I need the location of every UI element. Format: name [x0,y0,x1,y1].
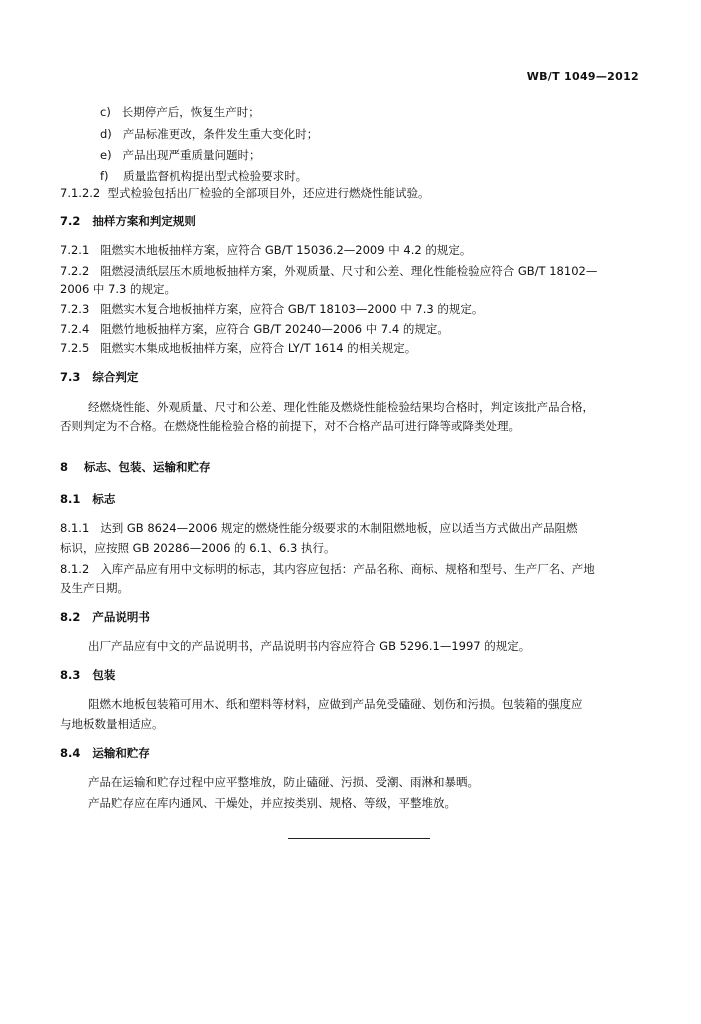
clause-text: 达到 GB 8624—2006 规定的燃烧性能分级要求的木制阻燃地板，应以适当方式做出产品阻燃 [100,521,578,535]
clause-number: 7.2.2 [60,264,90,278]
clause-number: 7.2.3 [60,302,90,316]
clause-number: 7.2.4 [60,322,90,336]
clause-8-1-2 [60,561,595,577]
section-number: 8.2 [60,610,81,624]
clause-number: 7.2.1 [60,243,90,257]
clause-number: 8.1.2 [60,562,90,576]
paragraph-8-3-line1: 阻燃木地板包装箱可用木、纸和塑料等材料，应做到产品免受磕碰、划伤和污损。包装箱的强度应 [88,697,583,711]
section-title: 抽样方案和判定规则 [92,214,196,228]
section-heading-8-3 [60,667,115,683]
chapter-number: 8 [60,460,69,474]
section-number: 8.3 [60,668,81,682]
clause-number: 8.1.1 [60,521,90,535]
clause-7-2-2-continued: 2006 中 7.3 的规定。 [60,282,177,296]
section-title: 产品说明书 [92,610,150,624]
clause-7-2-1 [60,242,471,258]
section-number: 8.1 [60,492,81,506]
list-item-d [100,126,318,142]
clause-text: 阻燃实木地板抽样方案，应符合 GB/T 15036.2—2009 中 4.2 的规定。 [100,243,472,257]
clause-text: 阻燃实木集成地板抽样方案，应符合 LY/T 1614 的相关规定。 [100,341,417,355]
clause-8-1-1 [60,520,578,536]
list-marker: f) [100,169,109,183]
list-marker: d) [100,127,112,141]
list-item-c [100,104,260,120]
paragraph-7-3-line2: 否则判定为不合格。在燃烧性能检验合格的前提下，对不合格产品可进行降等或降类处理。 [60,419,520,433]
clause-number: 7.2.5 [60,341,90,355]
list-marker: c) [100,105,111,119]
list-item-f [100,168,307,184]
clause-7-1-2-2 [60,185,430,201]
section-heading-8-1 [60,491,115,507]
section-heading-8-2 [60,609,150,625]
paragraph-8-2: 出厂产品应有中文的产品说明书，产品说明书内容应符合 GB 5296.1—1997 的规定。 [88,639,531,653]
chapter-title: 标志、包装、运输和贮存 [84,460,211,474]
section-heading-8-4 [60,745,150,761]
clause-text: 阻燃竹地板抽样方案，应符合 GB/T 20240—2006 中 7.4 的规定。 [100,322,449,336]
paragraph-7-3-line1: 经燃烧性能、外观质量、尺寸和公差、理化性能及燃烧性能检验结果均合格时，判定该批产品合格， [88,400,594,414]
clause-text: 入库产品应有用中文标明的标志，其内容应包括：产品名称、商标、规格和型号、生产厂名、产地 [100,562,595,576]
section-heading-7-3 [60,369,138,385]
clause-7-2-5 [60,340,416,356]
clause-text: 阻燃实木复合地板抽样方案，应符合 GB/T 18103—2000 中 7.3 的规定。 [100,302,484,316]
clause-7-2-4 [60,321,449,337]
section-title: 标志 [92,492,116,506]
clause-7-2-2 [60,263,597,279]
section-title: 综合判定 [92,370,139,384]
section-number: 7.3 [60,370,81,384]
clause-8-1-1-continued: 标识，应按照 GB 20286—2006 的 6.1、6.3 执行。 [60,541,336,555]
clause-8-1-2-continued: 及生产日期。 [60,581,129,595]
paragraph-8-4-line2: 产品贮存应在库内通风、干燥处，并应按类别、规格、等级，平整堆放。 [88,796,456,810]
standard-code-header: WB/T 1049—2012 [526,70,639,83]
clause-number: 7.1.2.2 [60,186,101,200]
section-title: 运输和贮存 [92,746,150,760]
list-item-e [100,147,261,163]
chapter-heading-8 [60,459,211,475]
list-text: 产品标准更改，条件发生重大变化时； [122,127,319,141]
clause-text: 阻燃浸渍纸层压木质地板抽样方案，外观质量、尺寸和公差、理化性能检验应符合 GB/T 18102— [100,264,598,278]
list-text: 长期停产后，恢复生产时； [121,105,260,119]
paragraph-8-3-line2: 与地板数量相适应。 [60,717,164,731]
clause-text: 型式检验包括出厂检验的全部项目外，还应进行燃烧性能试验。 [107,186,430,200]
clause-7-2-3 [60,301,483,317]
section-number: 8.4 [60,746,81,760]
list-text: 产品出现严重质量问题时； [122,148,261,162]
section-title: 包装 [92,668,116,682]
section-heading-7-2 [60,213,196,229]
list-text: 质量监督机构提出型式检验要求时。 [123,169,308,183]
list-marker: e) [100,148,112,162]
paragraph-8-4-line1: 产品在运输和贮存过程中应平整堆放，防止磕碰、污损、受潮、雨淋和暴晒。 [88,775,479,789]
section-number: 7.2 [60,214,81,228]
end-of-document-rule [288,838,430,839]
